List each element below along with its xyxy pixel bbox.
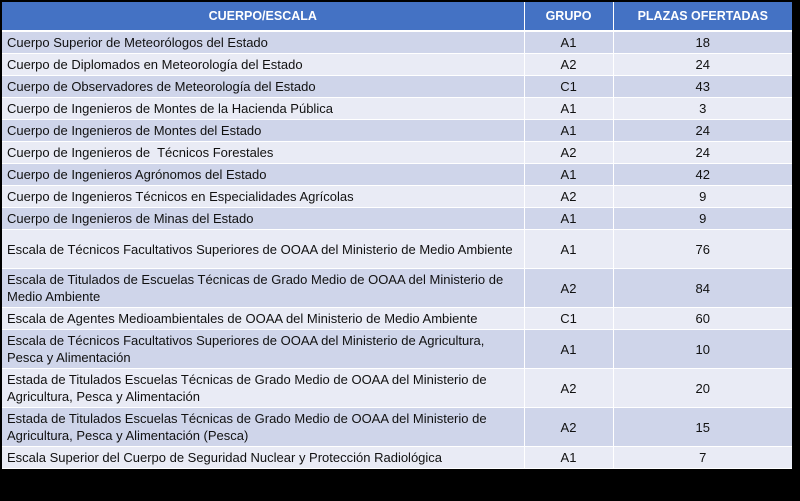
plazas-table: [2, 2, 792, 469]
cell-group: A2: [524, 54, 613, 76]
cell-body: Estada de Titulados Escuelas Técnicas de Grado Medio de OOAA del Ministerio de Agricultura, Pesca y Alimentación: [2, 369, 524, 408]
cell-places: 10: [613, 330, 792, 369]
cell-places: 24: [613, 54, 792, 76]
cell-places: 9: [613, 208, 792, 230]
cell-body: Cuerpo de Diplomados en Meteorología del Estado: [2, 54, 524, 76]
header-cuerpo-escala: CUERPO/ESCALA: [2, 2, 524, 31]
cell-group: A1: [524, 120, 613, 142]
cell-body: Cuerpo de Ingenieros de Montes de la Hacienda Pública: [2, 98, 524, 120]
table-row: [2, 230, 792, 269]
cell-places: 76: [613, 230, 792, 269]
header-plazas-ofertadas: PLAZAS OFERTADAS: [613, 2, 792, 31]
cell-places: 42: [613, 164, 792, 186]
cell-body: Escala de Técnicos Facultativos Superiores de OOAA del Ministerio de Medio Ambiente: [2, 230, 524, 269]
cell-places: 84: [613, 269, 792, 308]
cell-places: 24: [613, 142, 792, 164]
cell-body: Cuerpo de Ingenieros de Minas del Estado: [2, 208, 524, 230]
table-row: [2, 186, 792, 208]
cell-group: A1: [524, 230, 613, 269]
table-row: [2, 408, 792, 447]
table-header-row: [2, 2, 792, 31]
cell-body: Cuerpo de Ingenieros de Técnicos Forestales: [2, 142, 524, 164]
cell-group: A2: [524, 142, 613, 164]
table-row: [2, 54, 792, 76]
cell-places: 7: [613, 447, 792, 469]
table-row: [2, 447, 792, 469]
cell-group: A1: [524, 31, 613, 54]
cell-body: Escala de Titulados de Escuelas Técnicas de Grado Medio de OOAA del Ministerio de Medio Ambiente: [2, 269, 524, 308]
cell-group: A2: [524, 408, 613, 447]
cell-body: Cuerpo de Ingenieros Agrónomos del Estado: [2, 164, 524, 186]
cell-body: Escala de Técnicos Facultativos Superiores de OOAA del Ministerio de Agricultura, Pesca y Alimentación: [2, 330, 524, 369]
table-row: [2, 120, 792, 142]
table-row: [2, 208, 792, 230]
header-grupo: GRUPO: [524, 2, 613, 31]
cell-group: C1: [524, 76, 613, 98]
cell-group: A1: [524, 208, 613, 230]
cell-group: A1: [524, 98, 613, 120]
table-row: [2, 330, 792, 369]
cell-group: A1: [524, 164, 613, 186]
cell-places: 15: [613, 408, 792, 447]
cell-group: A2: [524, 269, 613, 308]
cell-group: A2: [524, 369, 613, 408]
cell-places: 24: [613, 120, 792, 142]
cell-places: 60: [613, 308, 792, 330]
cell-body: Escala Superior del Cuerpo de Seguridad Nuclear y Protección Radiológica: [2, 447, 524, 469]
cell-group: A1: [524, 447, 613, 469]
cell-body: Cuerpo Superior de Meteorólogos del Estado: [2, 31, 524, 54]
table-row: [2, 98, 792, 120]
cell-body: Cuerpo de Observadores de Meteorología del Estado: [2, 76, 524, 98]
table-row: [2, 308, 792, 330]
cell-places: 43: [613, 76, 792, 98]
cell-places: 18: [613, 31, 792, 54]
table-row: [2, 142, 792, 164]
cell-places: 3: [613, 98, 792, 120]
cell-group: A2: [524, 186, 613, 208]
cell-body: Cuerpo de Ingenieros de Montes del Estado: [2, 120, 524, 142]
cell-group: C1: [524, 308, 613, 330]
table-row: [2, 369, 792, 408]
cell-group: A1: [524, 330, 613, 369]
cell-body: Cuerpo de Ingenieros Técnicos en Especialidades Agrícolas: [2, 186, 524, 208]
cell-body: Escala de Agentes Medioambientales de OOAA del Ministerio de Medio Ambiente: [2, 308, 524, 330]
cell-places: 20: [613, 369, 792, 408]
cell-body: Estada de Titulados Escuelas Técnicas de Grado Medio de OOAA del Ministerio de Agricultura, Pesca y Alimentación (Pesca): [2, 408, 524, 447]
table-row: [2, 31, 792, 54]
table-row: [2, 269, 792, 308]
cell-places: 9: [613, 186, 792, 208]
table-row: [2, 164, 792, 186]
table-row: [2, 76, 792, 98]
